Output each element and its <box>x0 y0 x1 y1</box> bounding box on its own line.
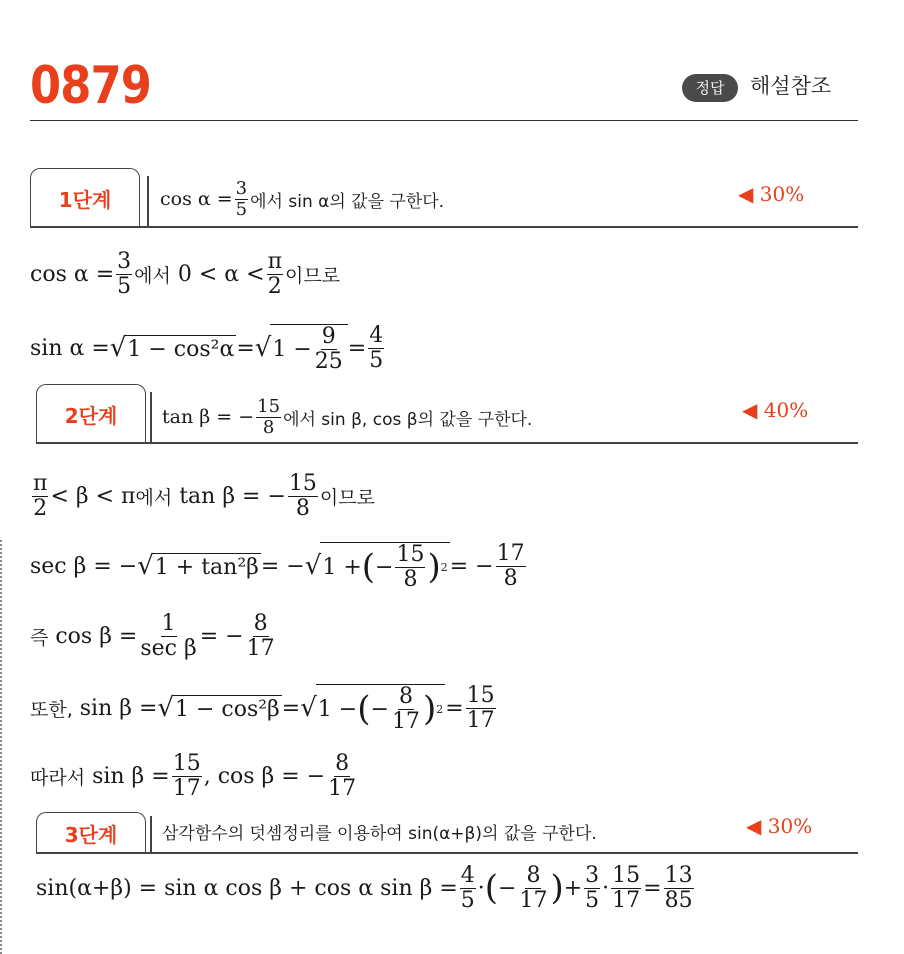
step-2-separator <box>150 392 152 442</box>
step-1-label: 1단계 <box>30 168 140 227</box>
step-3-separator <box>150 816 152 852</box>
step-1-percent: ◀ 30% <box>738 182 805 206</box>
step-2-label: 2단계 <box>36 384 146 443</box>
step-2-percent: ◀ 40% <box>742 398 809 422</box>
step-2-line-4: 또한, sin β = √ 1 − cos²β = √ 1 − ( − $\frac{8}{17}$ ) 2 = $\frac{15}{17}$ <box>30 682 495 734</box>
header-divider <box>30 120 858 121</box>
step-1-description: cos α = $\frac{3}{5}$ 에서 sin α의 값을 구한다. <box>160 177 445 220</box>
step-2-line-3: 즉 cos β = $\frac{1}{\text{sec β}}$ = − $\frac{8}{17}$ <box>30 610 275 661</box>
left-margin-dotted-line <box>0 540 2 954</box>
step-2-underline <box>36 442 858 444</box>
step-3-description: 삼각함수의 덧셈정리를 이용하여 sin(α+β)의 값을 구한다. <box>162 823 597 844</box>
step-2-line-2: sec β = − √ 1 + tan²β = − √ 1 + ( − $\frac{15}{8}$ ) 2 = − $\frac{17}{8}$ <box>30 540 525 592</box>
step-3-underline <box>36 852 858 854</box>
step-3-line-1: sin(α+β) = sin α cos β + cos α sin β = $\frac{4}{5}$ · ( − $\frac{8}{17}$ ) + $\frac{3}{5}$ · $\frac{15}{17}$ = $\frac{13}{85}$ <box>36 862 693 913</box>
step-3-label: 3단계 <box>36 812 146 853</box>
step-2-line-5: 따라서 sin β = $\frac{15}{17}$ , cos β = − $\frac{8}{17}$ <box>30 750 357 801</box>
step-2-description: tan β = − $\frac{15}{8}$ 에서 sin β, cos β의 값을 구한다. <box>162 395 533 438</box>
step-1-line-2: sin α = √ 1 − cos²α = √ 1 − $\frac{9}{25}$ = $\frac{4}{5}$ <box>30 322 384 374</box>
step-1-line-1: cos α = $\frac{3}{5}$ 에서 0 < α < $\frac{\pi}{2}$ 이므로 <box>30 248 341 299</box>
step-2-line-1: $\frac{\pi}{2}$ < β < π 에서 tan β = − $\frac{15}{8}$ 이므로 <box>33 470 375 521</box>
step-1-underline <box>30 226 858 228</box>
step-1-separator <box>147 176 149 226</box>
answer-reference-text: 해설참조 <box>750 74 832 98</box>
problem-number: 0879 <box>30 56 152 116</box>
answer-badge: 정답 <box>682 74 738 102</box>
step-3-percent: ◀ 30% <box>746 814 813 838</box>
